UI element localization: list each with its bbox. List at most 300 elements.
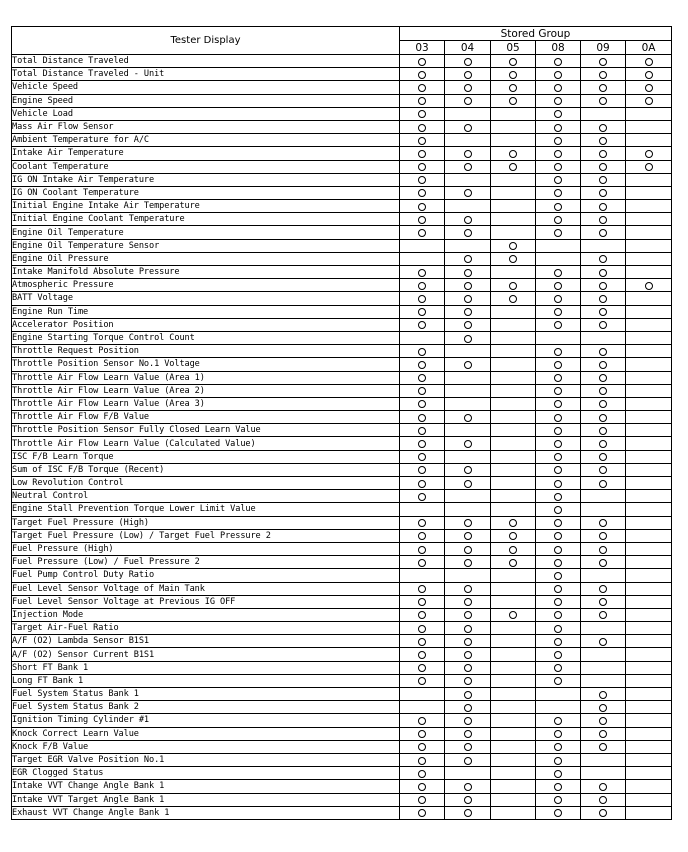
group-cell [445, 740, 491, 753]
group-cell [581, 437, 626, 450]
group-cell [536, 239, 581, 252]
group-cell [400, 107, 445, 120]
group-cell [445, 173, 491, 186]
circle-mark-icon [464, 611, 472, 619]
tester-display-label: Total Distance Traveled - Unit [12, 68, 400, 81]
circle-mark-icon [554, 625, 562, 633]
circle-mark-icon [599, 414, 607, 422]
table-row [12, 305, 672, 318]
circle-mark-icon [554, 585, 562, 593]
circle-mark-icon [418, 387, 426, 395]
stored-group-table [11, 26, 672, 820]
group-cell [536, 595, 581, 608]
group-cell [536, 727, 581, 740]
group-cell [581, 516, 626, 529]
tester-display-label: Throttle Air Flow Learn Value (Area 1) [12, 371, 400, 384]
group-cell [581, 463, 626, 476]
circle-mark-icon [554, 757, 562, 765]
group-cell [400, 503, 445, 516]
circle-mark-icon [464, 809, 472, 817]
tester-display-label: Injection Mode [12, 608, 400, 621]
group-cell [491, 371, 536, 384]
circle-mark-icon [599, 229, 607, 237]
circle-mark-icon [599, 809, 607, 817]
tester-display-label: Intake Manifold Absolute Pressure [12, 266, 400, 279]
group-cell [626, 714, 672, 727]
group-cell [626, 411, 672, 424]
circle-mark-icon [464, 71, 472, 79]
group-cell [626, 608, 672, 621]
circle-mark-icon [554, 664, 562, 672]
circle-mark-icon [418, 124, 426, 132]
group-cell [626, 55, 672, 68]
group-cell [491, 701, 536, 714]
group-cell [491, 542, 536, 555]
tester-display-label: Accelerator Position [12, 318, 400, 331]
group-cell [400, 780, 445, 793]
group-cell [491, 318, 536, 331]
group-cell [626, 200, 672, 213]
tester-display-header: Tester Display [12, 27, 400, 55]
group-cell [491, 806, 536, 819]
circle-mark-icon [418, 361, 426, 369]
tester-display-label: Coolant Temperature [12, 160, 400, 173]
circle-mark-icon [599, 743, 607, 751]
circle-mark-icon [464, 189, 472, 197]
circle-mark-icon [418, 493, 426, 501]
circle-mark-icon [418, 651, 426, 659]
group-cell [536, 582, 581, 595]
circle-mark-icon [509, 58, 517, 66]
circle-mark-icon [464, 466, 472, 474]
circle-mark-icon [464, 651, 472, 659]
group-cell [445, 292, 491, 305]
circle-mark-icon [464, 295, 472, 303]
circle-mark-icon [418, 414, 426, 422]
group-cell [626, 701, 672, 714]
circle-mark-icon [599, 308, 607, 316]
group-cell [626, 331, 672, 344]
circle-mark-icon [464, 335, 472, 343]
circle-mark-icon [554, 137, 562, 145]
group-cell [400, 806, 445, 819]
circle-mark-icon [464, 717, 472, 725]
group-cell [400, 371, 445, 384]
group-cell [400, 384, 445, 397]
tester-display-label: IG ON Coolant Temperature [12, 186, 400, 199]
group-cell [581, 266, 626, 279]
circle-mark-icon [599, 387, 607, 395]
tester-display-label: Fuel Level Sensor Voltage at Previous IG OFF [12, 595, 400, 608]
group-cell [400, 160, 445, 173]
group-cell [536, 411, 581, 424]
circle-mark-icon [645, 150, 653, 158]
group-cell [536, 68, 581, 81]
group-cell [445, 490, 491, 503]
group-cell [400, 55, 445, 68]
group-cell [581, 595, 626, 608]
table-row [12, 318, 672, 331]
table-body [12, 55, 672, 820]
group-cell [445, 226, 491, 239]
table-row [12, 582, 672, 595]
group-cell [581, 529, 626, 542]
group-cell [445, 569, 491, 582]
group-cell [491, 450, 536, 463]
group-cell [491, 292, 536, 305]
group-cell [400, 358, 445, 371]
group-cell [536, 556, 581, 569]
tester-display-label: Vehicle Load [12, 107, 400, 120]
group-cell [581, 345, 626, 358]
group-cell [400, 582, 445, 595]
group-cell [626, 529, 672, 542]
group-cell [581, 239, 626, 252]
table-row [12, 200, 672, 213]
group-cell [400, 556, 445, 569]
group-cell [445, 68, 491, 81]
group-cell [491, 226, 536, 239]
circle-mark-icon [418, 717, 426, 725]
circle-mark-icon [554, 176, 562, 184]
table-row [12, 490, 672, 503]
tester-display-label: Target Air-Fuel Ratio [12, 622, 400, 635]
group-cell [491, 753, 536, 766]
group-cell [400, 542, 445, 555]
group-cell [445, 266, 491, 279]
group-cell [536, 252, 581, 265]
group-cell [400, 569, 445, 582]
tester-display-label: Fuel Pressure (High) [12, 542, 400, 555]
table-row [12, 648, 672, 661]
group-cell [626, 134, 672, 147]
group-cell [491, 55, 536, 68]
group-code-header: 08 [536, 41, 581, 55]
tester-display-label: Intake VVT Target Angle Bank 1 [12, 793, 400, 806]
group-cell [581, 68, 626, 81]
group-cell [491, 569, 536, 582]
tester-display-label: Engine Oil Pressure [12, 252, 400, 265]
tester-display-label: Ambient Temperature for A/C [12, 134, 400, 147]
circle-mark-icon [464, 321, 472, 329]
table-row [12, 411, 672, 424]
group-cell [491, 134, 536, 147]
circle-mark-icon [464, 585, 472, 593]
group-cell [581, 371, 626, 384]
circle-mark-icon [464, 480, 472, 488]
circle-mark-icon [599, 176, 607, 184]
group-cell [536, 569, 581, 582]
circle-mark-icon [554, 150, 562, 158]
group-cell [400, 331, 445, 344]
group-code-header: 05 [491, 41, 536, 55]
group-cell [626, 252, 672, 265]
circle-mark-icon [509, 532, 517, 540]
group-cell [491, 305, 536, 318]
group-cell [536, 753, 581, 766]
circle-mark-icon [464, 229, 472, 237]
tester-display-label: Throttle Position Sensor Fully Closed Learn Value [12, 424, 400, 437]
circle-mark-icon [554, 717, 562, 725]
group-cell [581, 173, 626, 186]
tester-display-label: Neutral Control [12, 490, 400, 503]
group-cell [491, 622, 536, 635]
circle-mark-icon [464, 730, 472, 738]
group-cell [445, 793, 491, 806]
group-cell [400, 213, 445, 226]
group-cell [445, 542, 491, 555]
group-cell [445, 714, 491, 727]
circle-mark-icon [464, 691, 472, 699]
circle-mark-icon [554, 796, 562, 804]
group-cell [445, 81, 491, 94]
group-cell [536, 806, 581, 819]
group-cell [491, 279, 536, 292]
group-cell [400, 740, 445, 753]
group-cell [491, 68, 536, 81]
group-cell [491, 556, 536, 569]
circle-mark-icon [418, 638, 426, 646]
group-cell [491, 503, 536, 516]
table-row [12, 331, 672, 344]
circle-mark-icon [554, 480, 562, 488]
circle-mark-icon [554, 71, 562, 79]
group-cell [581, 556, 626, 569]
group-cell [445, 252, 491, 265]
circle-mark-icon [418, 203, 426, 211]
table-row [12, 239, 672, 252]
group-cell [491, 239, 536, 252]
group-cell [491, 397, 536, 410]
group-cell [445, 767, 491, 780]
tester-display-label: Fuel Pressure (Low) / Fuel Pressure 2 [12, 556, 400, 569]
group-cell [626, 595, 672, 608]
group-cell [626, 556, 672, 569]
group-cell [626, 266, 672, 279]
group-cell [536, 173, 581, 186]
circle-mark-icon [418, 97, 426, 105]
group-cell [400, 120, 445, 133]
group-cell [626, 569, 672, 582]
circle-mark-icon [418, 374, 426, 382]
tester-display-label: Fuel Level Sensor Voltage of Main Tank [12, 582, 400, 595]
group-cell [536, 226, 581, 239]
group-cell [491, 107, 536, 120]
tester-display-label: Atmospheric Pressure [12, 279, 400, 292]
table-row [12, 371, 672, 384]
group-cell [445, 477, 491, 490]
circle-mark-icon [599, 295, 607, 303]
circle-mark-icon [509, 282, 517, 290]
group-cell [445, 134, 491, 147]
circle-mark-icon [509, 295, 517, 303]
group-cell [445, 727, 491, 740]
group-cell [445, 780, 491, 793]
group-cell [445, 674, 491, 687]
group-cell [626, 94, 672, 107]
tester-display-label: Engine Starting Torque Control Count [12, 331, 400, 344]
tester-display-label: BATT Voltage [12, 292, 400, 305]
circle-mark-icon [599, 400, 607, 408]
table-row [12, 608, 672, 621]
tester-display-label: Throttle Air Flow F/B Value [12, 411, 400, 424]
table-row [12, 635, 672, 648]
circle-mark-icon [554, 216, 562, 224]
group-cell [536, 279, 581, 292]
group-code-header: 04 [445, 41, 491, 55]
tester-display-label: Initial Engine Coolant Temperature [12, 213, 400, 226]
group-cell [445, 318, 491, 331]
group-cell [626, 160, 672, 173]
circle-mark-icon [599, 361, 607, 369]
group-cell [445, 160, 491, 173]
circle-mark-icon [554, 743, 562, 751]
table-row [12, 266, 672, 279]
group-cell [491, 477, 536, 490]
circle-mark-icon [418, 546, 426, 554]
table-row [12, 727, 672, 740]
circle-mark-icon [599, 796, 607, 804]
circle-mark-icon [464, 97, 472, 105]
circle-mark-icon [599, 611, 607, 619]
group-cell [445, 200, 491, 213]
tester-display-label: Mass Air Flow Sensor [12, 120, 400, 133]
group-cell [536, 371, 581, 384]
group-cell [445, 371, 491, 384]
group-cell [445, 608, 491, 621]
group-cell [491, 635, 536, 648]
circle-mark-icon [554, 493, 562, 501]
circle-mark-icon [599, 163, 607, 171]
group-cell [400, 463, 445, 476]
group-cell [491, 740, 536, 753]
circle-mark-icon [509, 559, 517, 567]
tester-display-label: Vehicle Speed [12, 81, 400, 94]
circle-mark-icon [599, 189, 607, 197]
circle-mark-icon [418, 809, 426, 817]
circle-mark-icon [599, 71, 607, 79]
group-cell [626, 345, 672, 358]
table-row [12, 701, 672, 714]
circle-mark-icon [464, 743, 472, 751]
group-cell [581, 753, 626, 766]
table-row [12, 529, 672, 542]
group-cell [581, 714, 626, 727]
circle-mark-icon [554, 308, 562, 316]
circle-mark-icon [418, 282, 426, 290]
table-row [12, 186, 672, 199]
group-cell [400, 793, 445, 806]
circle-mark-icon [599, 374, 607, 382]
table-row [12, 542, 672, 555]
circle-mark-icon [599, 255, 607, 263]
group-cell [400, 134, 445, 147]
tester-display-label: Ignition Timing Cylinder #1 [12, 714, 400, 727]
group-cell [491, 411, 536, 424]
circle-mark-icon [554, 427, 562, 435]
group-cell [400, 688, 445, 701]
circle-mark-icon [599, 150, 607, 158]
group-cell [491, 661, 536, 674]
group-cell [626, 226, 672, 239]
circle-mark-icon [464, 440, 472, 448]
circle-mark-icon [599, 216, 607, 224]
circle-mark-icon [464, 796, 472, 804]
circle-mark-icon [554, 282, 562, 290]
circle-mark-icon [554, 58, 562, 66]
group-cell [445, 424, 491, 437]
group-cell [400, 701, 445, 714]
group-cell [491, 160, 536, 173]
group-cell [626, 292, 672, 305]
group-cell [581, 252, 626, 265]
group-cell [400, 411, 445, 424]
circle-mark-icon [554, 361, 562, 369]
group-cell [400, 424, 445, 437]
group-cell [400, 635, 445, 648]
table-row [12, 94, 672, 107]
group-cell [400, 173, 445, 186]
group-cell [491, 516, 536, 529]
circle-mark-icon [645, 97, 653, 105]
circle-mark-icon [645, 163, 653, 171]
table-row [12, 793, 672, 806]
circle-mark-icon [554, 189, 562, 197]
table-row [12, 226, 672, 239]
group-cell [445, 279, 491, 292]
group-cell [536, 701, 581, 714]
circle-mark-icon [599, 97, 607, 105]
circle-mark-icon [509, 71, 517, 79]
circle-mark-icon [599, 532, 607, 540]
circle-mark-icon [418, 269, 426, 277]
group-cell [491, 595, 536, 608]
table-row [12, 714, 672, 727]
circle-mark-icon [464, 216, 472, 224]
group-cell [536, 424, 581, 437]
table-row [12, 503, 672, 516]
tester-display-label: Engine Oil Temperature Sensor [12, 239, 400, 252]
group-cell [626, 463, 672, 476]
circle-mark-icon [599, 124, 607, 132]
group-cell [536, 345, 581, 358]
group-cell [581, 701, 626, 714]
group-cell [536, 266, 581, 279]
group-cell [536, 674, 581, 687]
circle-mark-icon [554, 651, 562, 659]
circle-mark-icon [418, 229, 426, 237]
tester-display-label: Knock Correct Learn Value [12, 727, 400, 740]
group-cell [445, 582, 491, 595]
circle-mark-icon [464, 677, 472, 685]
tester-display-label: EGR Clogged Status [12, 767, 400, 780]
group-cell [445, 529, 491, 542]
circle-mark-icon [418, 321, 426, 329]
circle-mark-icon [418, 453, 426, 461]
circle-mark-icon [554, 414, 562, 422]
group-cell [626, 582, 672, 595]
table-row [12, 160, 672, 173]
group-cell [626, 635, 672, 648]
group-cell [445, 556, 491, 569]
group-cell [445, 595, 491, 608]
group-cell [445, 648, 491, 661]
tester-display-label: Fuel System Status Bank 2 [12, 701, 400, 714]
circle-mark-icon [418, 585, 426, 593]
group-cell [536, 120, 581, 133]
tester-display-label: Throttle Air Flow Learn Value (Area 2) [12, 384, 400, 397]
group-cell [536, 213, 581, 226]
